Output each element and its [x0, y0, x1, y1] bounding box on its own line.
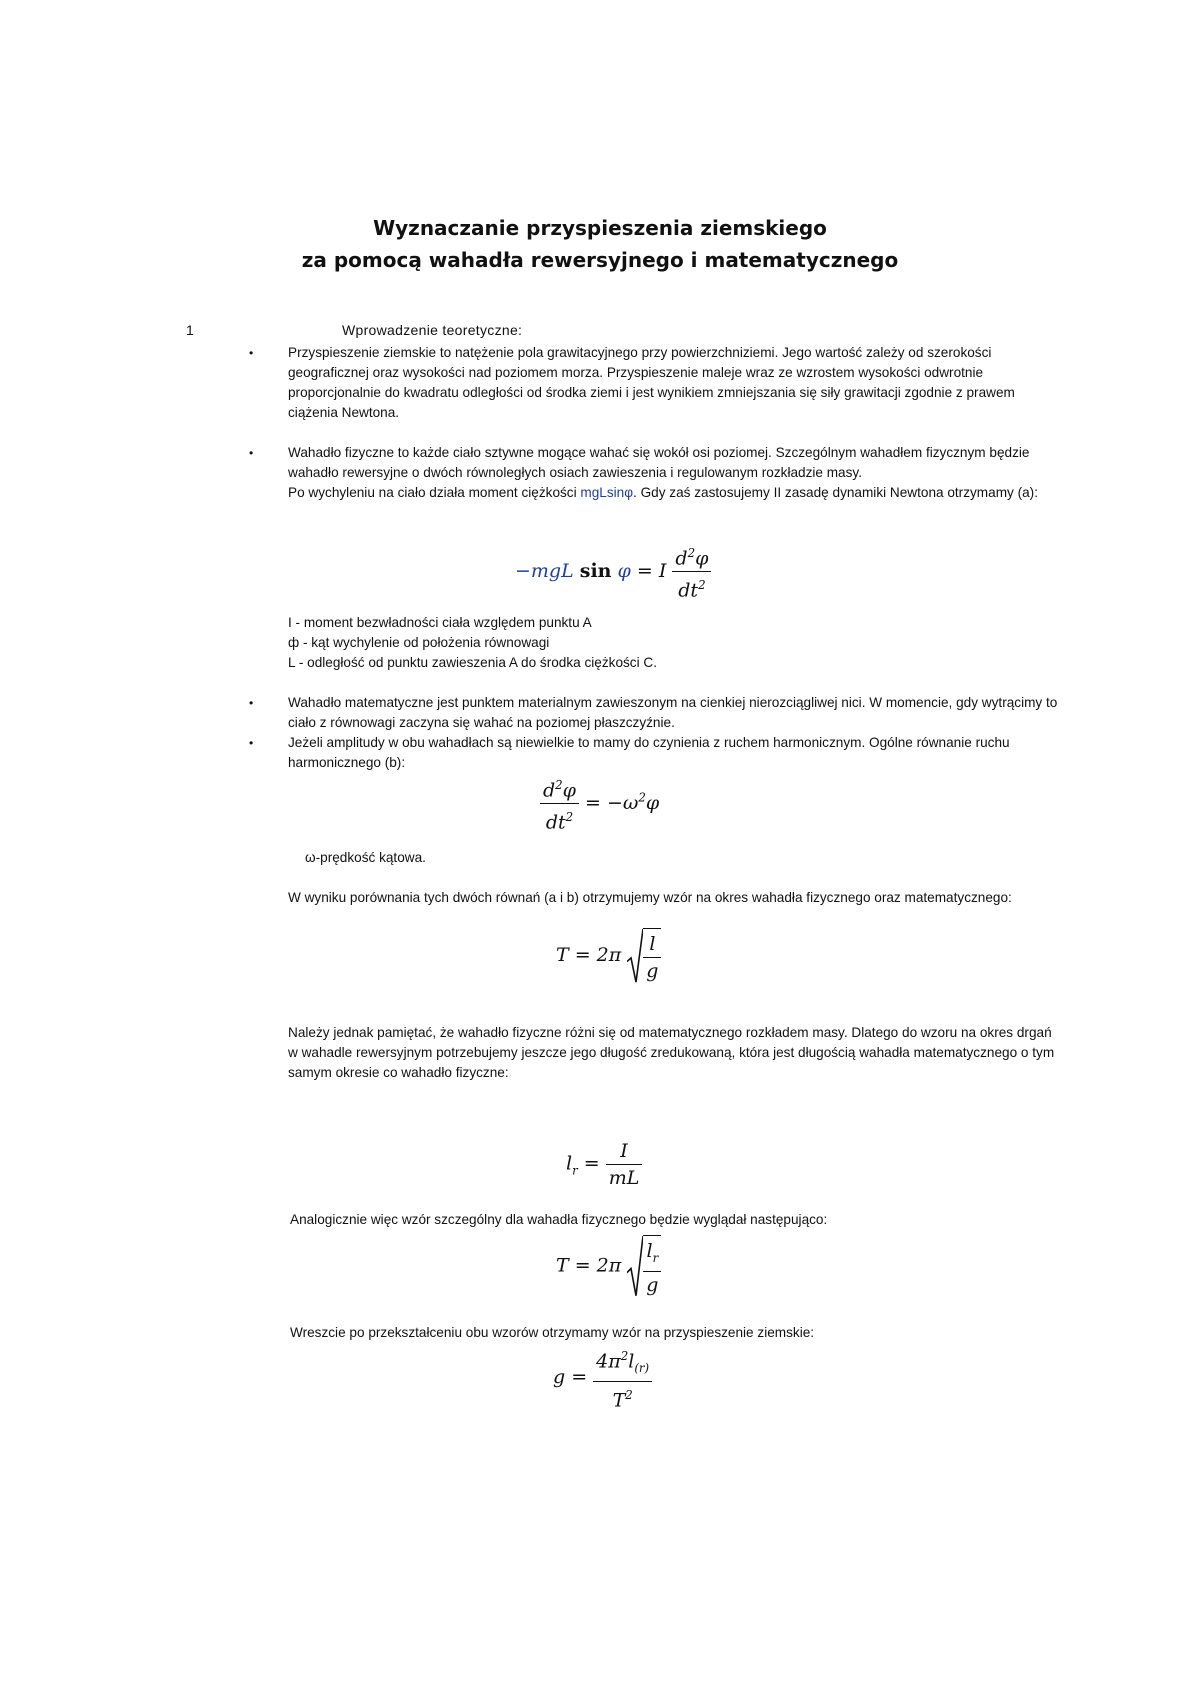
paragraph-gravity-definition: Przyspieszenie ziemskie to natężenie pola grawitacyjnego przy powierzchniziemi. Jego wartość zależy od szerokości geograficznej oraz wysokości nad poziomem morza. Przyspieszenie maleje wraz ze wzrostem wysokości odwrotnie proporcjonalnie do kwadratu odległości od środka ziemi i jest wynikiem zmniejszania się siły grawitacji zgodnie z prawem ciążenia Newtona. [288, 345, 1015, 420]
paragraph-comparison: W wyniku porównania tych dwóch równań (a i b) otrzymujemy wzór na okres wahadła fizycznego oraz matematycznego: [288, 890, 1012, 905]
definition-I: I - moment bezwładności ciała względem punktu A [288, 615, 592, 630]
square-root: $\frac{l_r}{g}$ [627, 1235, 661, 1298]
bullet-marker: • [249, 696, 254, 710]
torque-sentence [288, 483, 1058, 503]
definitions-block [288, 613, 1058, 673]
equation-period: T = 2π $\frac{l}{g}$ [556, 928, 661, 984]
equation-b: $\frac{d^2\varphi}{dt^2}$ = $-\omega^2\varphi$ [540, 772, 659, 836]
fraction-second-derivative: $\frac{d^2\varphi}{dt^2}$ [540, 772, 579, 836]
document-title-line-2: za pomocą wahadła rewersyjnego i matematycznego [301, 248, 899, 272]
bullet-marker: • [249, 736, 254, 750]
equation-a: −mgL sin φ = I $\frac{d^2\varphi}{dt^2}$ [515, 540, 711, 604]
paragraph-final: Wreszcie po przekształceniu obu wzorów otrzymamy wzór na przyspieszenie ziemskie: [290, 1325, 815, 1340]
square-root: $\frac{l}{g}$ [627, 928, 661, 984]
paragraph-mathematical-pendulum: Wahadło matematyczne jest punktem materialnym zawieszonym na cienkiej nierozciągliwej nici. W momencie, gdy wytrącimy to ciało z równowagi zaczyna się wahać na poziomej płaszczyźnie. [288, 695, 1058, 730]
fraction-second-derivative: $\frac{d^2\varphi}{dt^2}$ [672, 540, 711, 604]
paragraph-reduced-length: Należy jednak pamiętać, że wahadło fizyczne różni się od matematycznego rozkładem masy. Dlatego do wzoru na okres drgań w wahadle rewersyjnym potrzebujemy jeszcze jego długość zredukowaną, która jest długością wahadła matematycznego o tym samym okresie co wahadło fizyczne: [288, 1025, 1055, 1080]
document-title-line-1: Wyznaczanie przyspieszenia ziemskiego [373, 216, 827, 240]
inline-torque-formula: mgLsinφ [580, 485, 634, 500]
physical-pendulum-definition: Wahadło fizyczne to każde ciało sztywne mogące wahać się wokół osi poziomej. Szczególnym wahadłem fizycznym będzie wahadło rewersyjne o dwóch równoległych osiach zawieszenia i regulowanym rozkładzie masy. [288, 445, 1030, 480]
torque-text: Po wychyleniu na ciało działa moment ciężkości [288, 485, 581, 500]
equation-gravity: g = $\frac{4\pi^2l_{(r)}}{T^2}$ [553, 1343, 652, 1413]
section-title: Wprowadzenie teoretyczne: [342, 322, 523, 338]
definition-L: L - odległość od punktu zawieszenia A do środka ciężkości C. [288, 655, 657, 670]
equation-period-reduced: T = 2π $\frac{l_r}{g}$ [556, 1235, 661, 1298]
paragraph-analog: Analogicznie więc wzór szczególny dla wahadła fizycznego będzie wyglądał następująco: [290, 1212, 828, 1227]
paragraph-physical-pendulum [288, 443, 1058, 503]
omega-definition: ω-prędkość kątowa. [305, 850, 426, 865]
definition-phi: ф - kąt wychylenie od położenia równowagi [288, 635, 550, 650]
equation-reduced-length: $l_r$ = $\frac{I}{mL}$ [566, 1138, 642, 1191]
paragraph-harmonic-motion: Jeżeli amplitudy w obu wahadłach są niewielkie to mamy do czynienia z ruchem harmonicznym. Ogólne równanie ruchu harmonicznego (b): [288, 735, 1010, 770]
bullet-marker: • [249, 446, 254, 460]
bullet-marker: • [249, 346, 254, 360]
section-number: 1 [186, 322, 194, 338]
torque-text-end: . Gdy zaś zastosujemy II zasadę dynamiki Newtona otrzymamy (a): [633, 485, 1038, 500]
